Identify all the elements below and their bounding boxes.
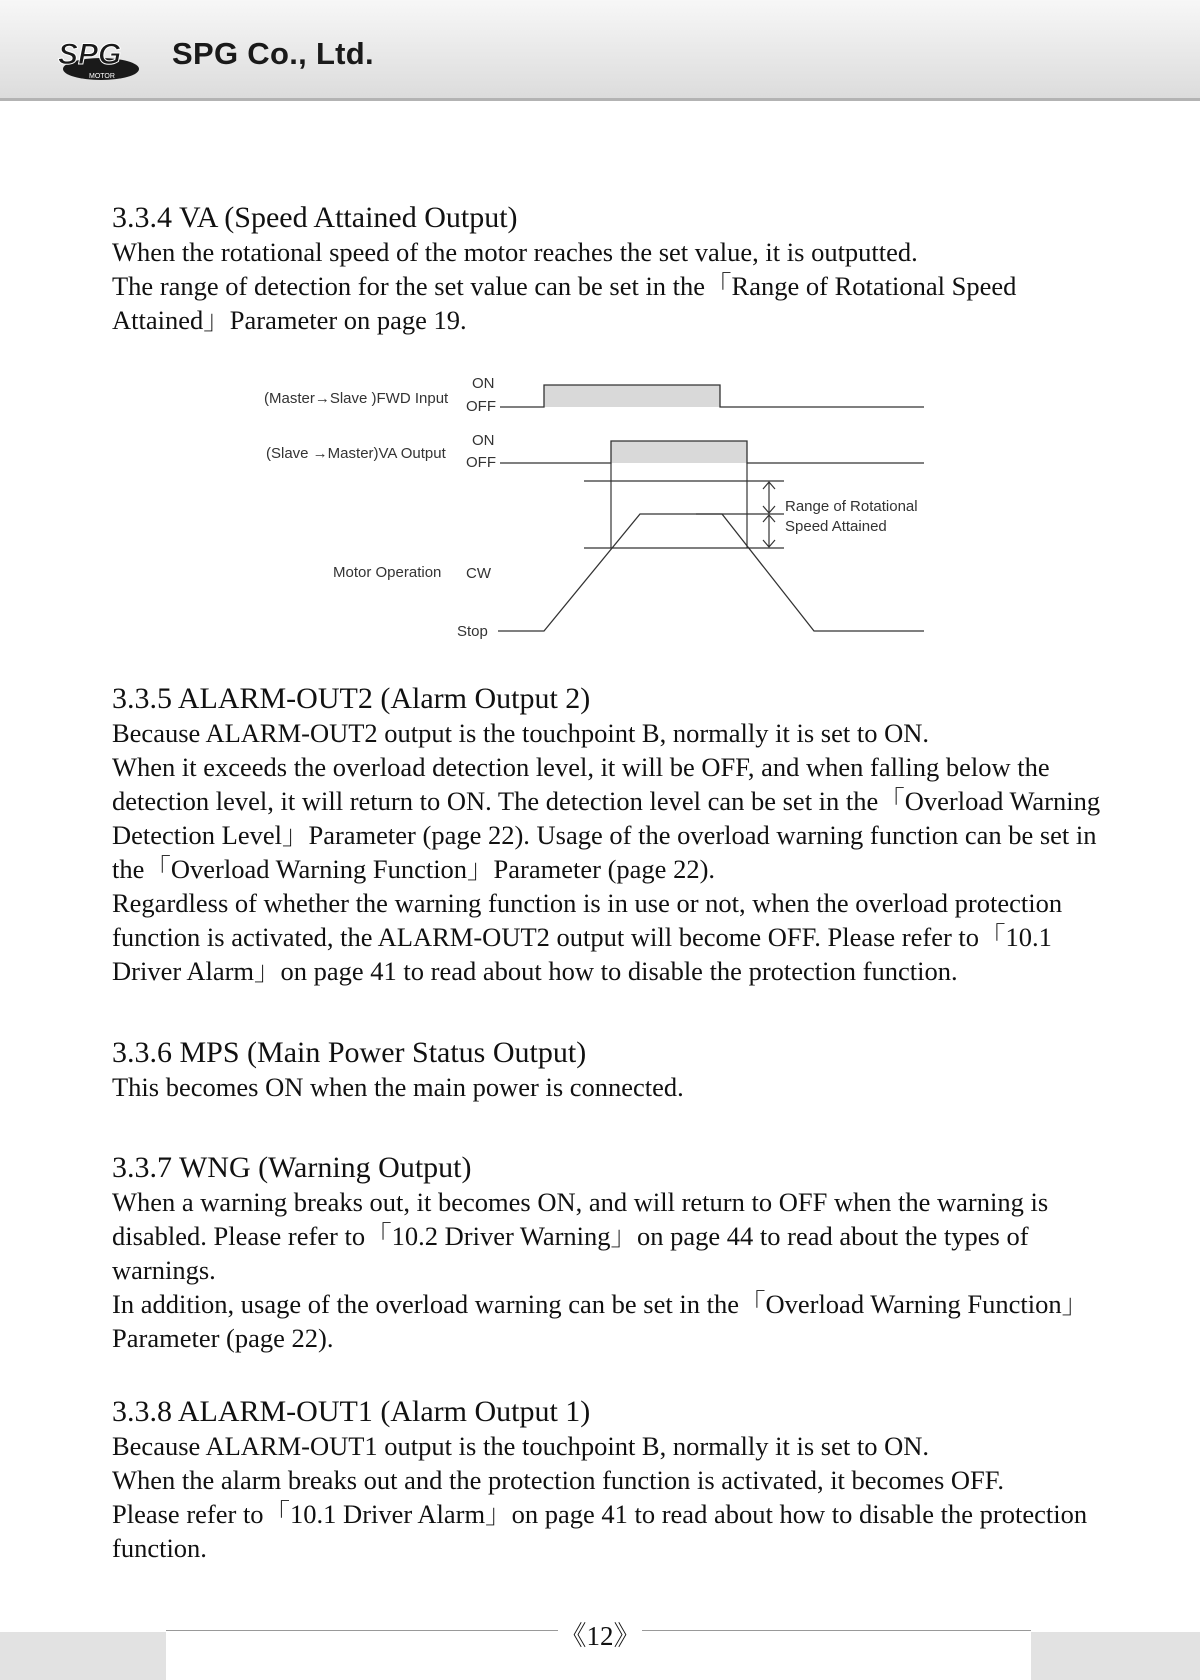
paragraph-line: The range of detection for the set value can be set in the「Range of Rotational Speed bbox=[112, 271, 1017, 301]
fwd-on-label: ON bbox=[472, 375, 495, 392]
svg-text:SPG: SPG bbox=[58, 38, 122, 71]
page-number: 《12》 bbox=[559, 1621, 641, 1651]
cw-label: CW bbox=[466, 565, 491, 582]
paragraph-line: This becomes ON when the main power is connected. bbox=[112, 1072, 684, 1102]
section-alarm-out1 bbox=[112, 1395, 1122, 1565]
motor-operation-label: Motor Operation bbox=[333, 564, 442, 581]
va-on-label: ON bbox=[472, 432, 495, 449]
section-heading: 3.3.7 WNG (Warning Output) bbox=[112, 1151, 472, 1184]
paragraph-line: Please refer to「10.1 Driver Alarm」on page 41 to read about how to disable the protection bbox=[112, 1499, 1088, 1529]
footer-rule-left bbox=[166, 1630, 558, 1631]
company-name: SPG Co., Ltd. bbox=[172, 36, 374, 71]
fwd-input-label: (Master→Slave )FWD Input bbox=[264, 390, 449, 407]
range-label-line1: Range of Rotational bbox=[785, 498, 918, 515]
range-arrow-head bbox=[763, 540, 775, 547]
va-signal-line bbox=[500, 441, 924, 463]
range-arrow-head bbox=[763, 506, 775, 513]
svg-text:MOTOR: MOTOR bbox=[89, 73, 115, 80]
paragraph-line: detection level, it will return to ON. The detection level can be set in the「Overload Warning bbox=[112, 786, 1101, 816]
paragraph-line: When the alarm breaks out and the protection function is activated, it becomes OFF. bbox=[112, 1465, 1004, 1495]
range-label-line2: Speed Attained bbox=[785, 518, 887, 535]
fwd-signal-line bbox=[500, 385, 924, 407]
va-off-label: OFF bbox=[466, 454, 496, 471]
paragraph-line: Attained」Parameter on page 19. bbox=[112, 305, 467, 335]
paragraph-line: function is activated, the ALARM-OUT2 output will become OFF. Please refer to「10.1 bbox=[112, 922, 1052, 952]
spg-logo-icon bbox=[56, 38, 156, 84]
va-on-fill bbox=[611, 441, 747, 463]
section-wng bbox=[112, 1151, 1122, 1355]
paragraph-line: When it exceeds the overload detection level, it will be OFF, and when falling below the bbox=[112, 752, 1050, 782]
footer-rule-right bbox=[642, 1630, 1031, 1631]
paragraph-line: warnings. bbox=[112, 1255, 216, 1285]
paragraph-line: Because ALARM-OUT2 output is the touchpoint B, normally it is set to ON. bbox=[112, 718, 930, 748]
paragraph-line: the「Overload Warning Function」Parameter (page 22). bbox=[112, 854, 716, 884]
page-header bbox=[0, 0, 1200, 101]
section-heading: 3.3.4 VA (Speed Attained Output) bbox=[112, 201, 518, 234]
va-output-label: (Slave →Master)VA Output bbox=[266, 445, 446, 462]
paragraph-line: In addition, usage of the overload warning can be set in the「Overload Warning Function」 bbox=[112, 1289, 1089, 1319]
motor-speed-curve bbox=[498, 514, 924, 631]
section-va bbox=[112, 201, 1122, 337]
stop-label: Stop bbox=[457, 623, 488, 640]
range-arrow-head bbox=[763, 515, 775, 522]
footer-band-left bbox=[0, 1632, 166, 1680]
paragraph-line: When a warning breaks out, it becomes ON, and will return to OFF when the warning is bbox=[112, 1187, 1049, 1217]
paragraph-line: Driver Alarm」on page 41 to read about how to disable the protection function. bbox=[112, 956, 958, 986]
section-heading: 3.3.8 ALARM-OUT1 (Alarm Output 1) bbox=[112, 1395, 591, 1428]
paragraph-line: function. bbox=[112, 1533, 207, 1563]
section-heading: 3.3.5 ALARM-OUT2 (Alarm Output 2) bbox=[112, 682, 591, 715]
paragraph-line: Detection Level」Parameter (page 22). Usage of the overload warning function can be set in bbox=[112, 820, 1097, 850]
paragraph-line: Regardless of whether the warning function is in use or not, when the overload protection bbox=[112, 888, 1063, 918]
paragraph-line: Because ALARM-OUT1 output is the touchpoint B, normally it is set to ON. bbox=[112, 1431, 930, 1461]
section-alarm-out2 bbox=[112, 682, 1122, 988]
footer-band-right bbox=[1031, 1632, 1200, 1680]
paragraph-line: When the rotational speed of the motor reaches the set value, it is outputted. bbox=[112, 237, 918, 267]
fwd-off-label: OFF bbox=[466, 398, 496, 415]
fwd-on-fill bbox=[544, 385, 720, 407]
paragraph-line: Parameter (page 22). bbox=[112, 1323, 334, 1353]
paragraph-line: disabled. Please refer to「10.2 Driver Warning」on page 44 to read about the types of bbox=[112, 1221, 1029, 1251]
section-mps bbox=[112, 1036, 1122, 1104]
range-arrow-head bbox=[763, 482, 775, 489]
section-heading: 3.3.6 MPS (Main Power Status Output) bbox=[112, 1036, 587, 1069]
